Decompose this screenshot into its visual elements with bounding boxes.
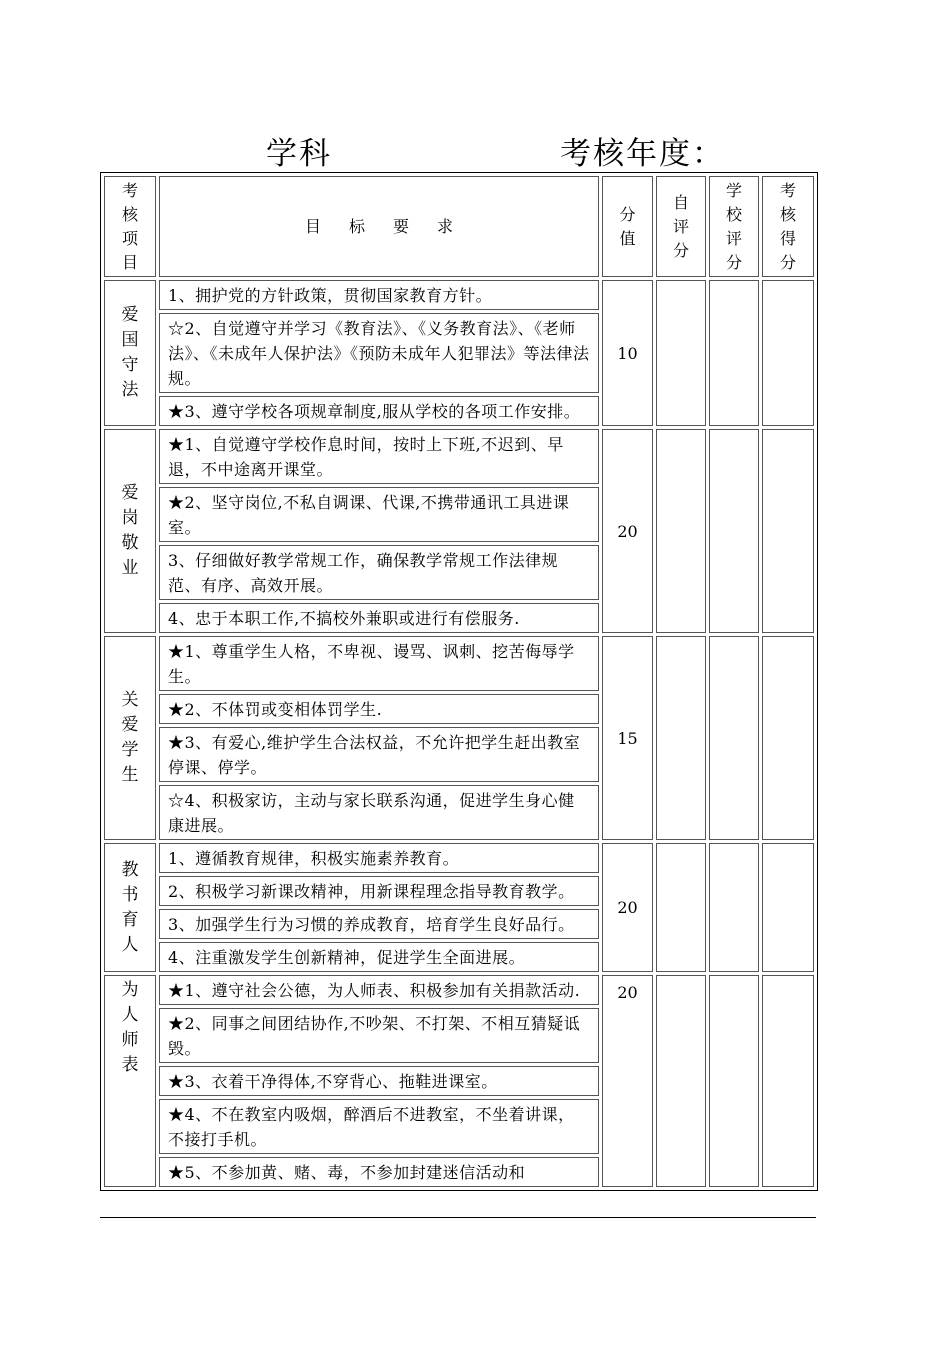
subject-name-blank (332, 144, 454, 173)
table-row (104, 429, 814, 484)
requirement-item: 1、遵循教育规律，积极实施素养教育。 (159, 843, 599, 873)
table-bottom-border (100, 1217, 816, 1218)
category-cell: 为人师表 (104, 975, 156, 1187)
requirement-item: 3、加强学生行为习惯的养成教育，培育学生良好品行。 (159, 909, 599, 939)
requirement-item: 3、仔细做好教学常规工作，确保教学常规工作法律规范、有序、高效开展。 (159, 545, 599, 600)
table-row (104, 487, 814, 542)
school-score-cell[interactable] (709, 975, 759, 1187)
self-score-cell[interactable] (656, 975, 706, 1187)
final-score-cell[interactable] (762, 843, 814, 972)
requirement-item: ★3、衣着干净得体,不穿背心、拖鞋进课室。 (159, 1066, 599, 1096)
header-self-score: 自评分 (656, 176, 706, 277)
final-score-cell[interactable] (762, 280, 814, 426)
table-row (104, 396, 814, 426)
school-score-cell[interactable] (709, 843, 759, 972)
table-row (104, 942, 814, 972)
self-score-cell[interactable] (656, 636, 706, 840)
requirement-item: ★4、不在教室内吸烟，醉酒后不进教室，不坐着讲课，不接打手机。 (159, 1099, 599, 1154)
table-row (104, 1099, 814, 1154)
evaluation-table (100, 172, 818, 1191)
requirement-item: ★2、不体罚或变相体罚学生. (159, 694, 599, 724)
table-row (104, 694, 814, 724)
table-row (104, 785, 814, 840)
table-row (104, 975, 814, 1005)
requirement-item: ★1、尊重学生人格，不卑视、谩骂、讽刺、挖苦侮辱学生。 (159, 636, 599, 691)
requirement-item: 4、注重激发学生创新精神，促进学生全面进展。 (159, 942, 599, 972)
requirement-item: ★2、同事之间团结协作,不吵架、不打架、不相互猜疑诋毁。 (159, 1008, 599, 1063)
score-value: 20 (602, 975, 653, 1187)
category-cell: 教书育人 (104, 843, 156, 972)
page-margin (98, 1219, 820, 1349)
category-cell: 爱岗敬业 (104, 429, 156, 633)
requirement-item: ★5、不参加黄、赌、毒，不参加封建迷信活动和 (159, 1157, 599, 1187)
header-score: 分值 (602, 176, 653, 277)
final-score-cell[interactable] (762, 429, 814, 633)
requirement-item: ★3、有爱心,维护学生合法权益，不允许把学生赶出教室停课、停学。 (159, 727, 599, 782)
category-cell: 关爱学生 (104, 636, 156, 840)
final-score-cell[interactable] (762, 636, 814, 840)
requirement-item: ★1、自觉遵守学校作息时间，按时上下班,不迟到、早退，不中途离开课堂。 (159, 429, 599, 484)
school-score-cell[interactable] (709, 429, 759, 633)
header-row (104, 176, 814, 277)
table-row (104, 843, 814, 873)
self-score-cell[interactable] (656, 843, 706, 972)
header-school-score: 学校评分 (709, 176, 759, 277)
table-row (104, 727, 814, 782)
table-row (104, 1008, 814, 1063)
requirement-item: ☆2、自觉遵守并学习《教育法》、《义务教育法》、《老师法》、《未成年人保护法》《预防未成年人犯罪法》等法律法规。 (159, 313, 599, 393)
requirement-item: 2、积极学习新课改精神，用新课程理念指导教育教学。 (159, 876, 599, 906)
score-value: 15 (602, 636, 653, 840)
year-label: 考核年度： (560, 136, 725, 172)
score-value: 10 (602, 280, 653, 426)
header-requirement: 目标要求 (159, 176, 599, 277)
score-value: 20 (602, 843, 653, 972)
self-score-cell[interactable] (656, 280, 706, 426)
table-row (104, 1157, 814, 1187)
requirement-item: ★2、坚守岗位,不私自调课、代课,不携带通讯工具进课室。 (159, 487, 599, 542)
requirement-item: 1、拥护党的方针政策，贯彻国家教育方针。 (159, 280, 599, 310)
requirement-item: ★1、遵守社会公德，为人师表、积极参加有关捐款活动. (159, 975, 599, 1005)
table-row (104, 1066, 814, 1096)
score-value: 20 (602, 429, 653, 633)
requirement-item: ☆4、积极家访，主动与家长联系沟通，促进学生身心健康进展。 (159, 785, 599, 840)
table-row (104, 545, 814, 600)
form-title (140, 128, 725, 173)
subject-blank (140, 144, 212, 173)
school-score-cell[interactable] (709, 636, 759, 840)
table-row (104, 603, 814, 633)
table-row (104, 313, 814, 393)
table-row (104, 636, 814, 691)
category-cell: 爱国守法 (104, 280, 156, 426)
requirement-item: ★3、遵守学校各项规章制度,服从学校的各项工作安排。 (159, 396, 599, 426)
table-row (104, 876, 814, 906)
subject-label: 学科 (266, 136, 332, 172)
final-score-cell[interactable] (762, 975, 814, 1187)
header-final-score: 考核得分 (762, 176, 814, 277)
header-category: 考核项目 (104, 176, 156, 277)
requirement-item: 4、忠于本职工作,不搞校外兼职或进行有偿服务. (159, 603, 599, 633)
table-row (104, 280, 814, 310)
self-score-cell[interactable] (656, 429, 706, 633)
school-score-cell[interactable] (709, 280, 759, 426)
table-row (104, 909, 814, 939)
